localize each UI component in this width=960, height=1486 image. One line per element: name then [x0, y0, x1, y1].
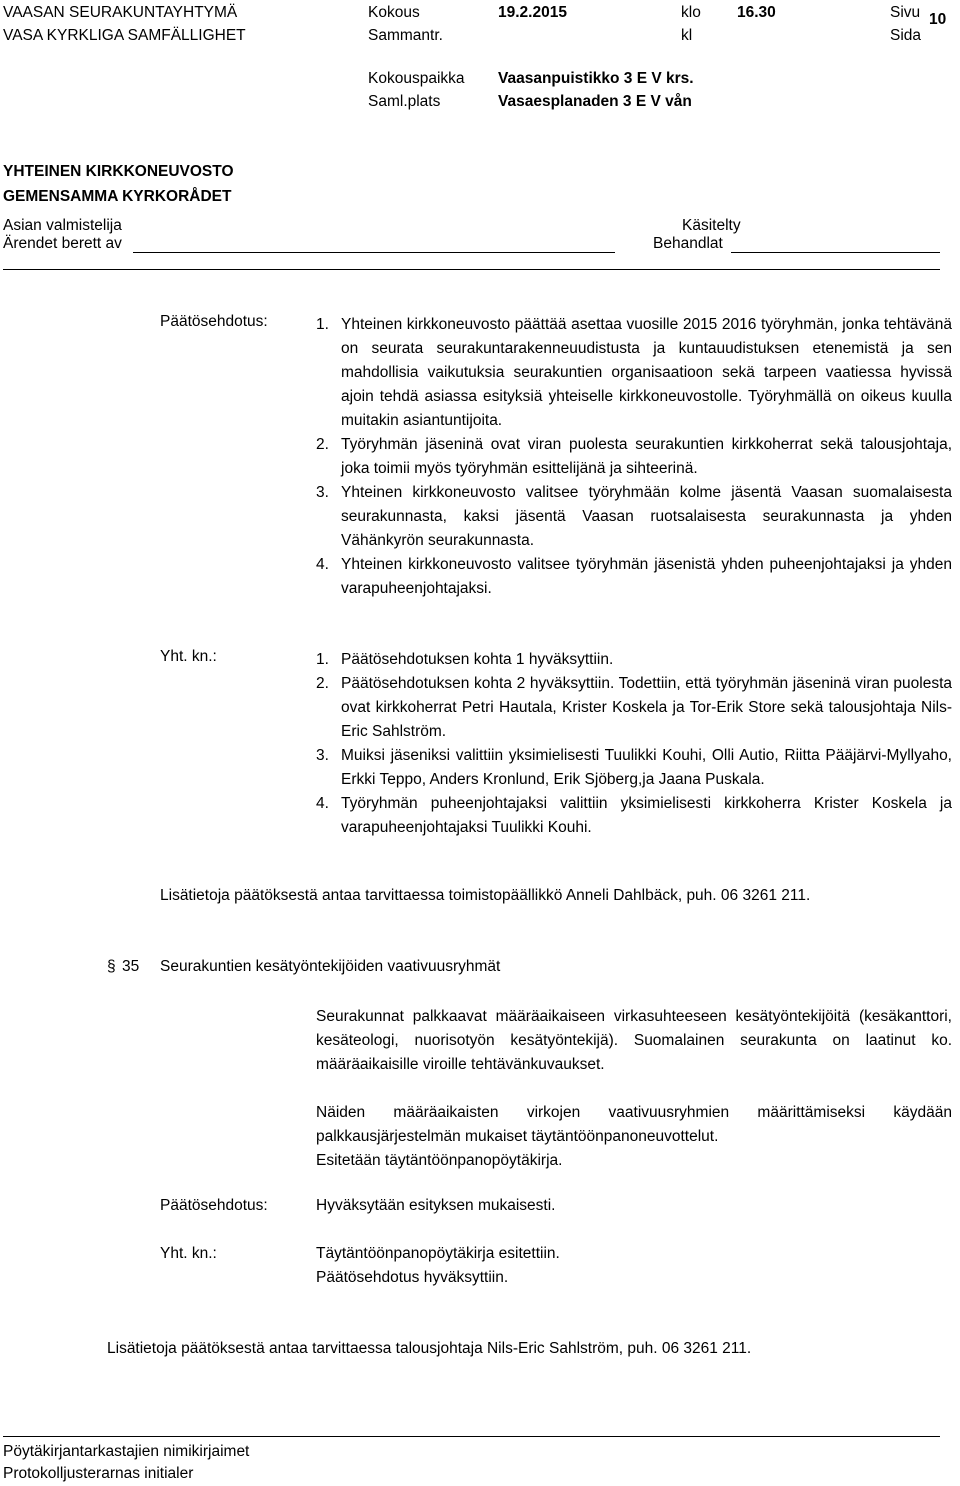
meeting-label-fi: Kokous	[368, 4, 420, 21]
proposal-item-number: 4.	[316, 556, 329, 573]
prepared-by-signature-line	[133, 252, 615, 253]
section2-info: Lisätietoja päätöksestä antaa tarvittaessa talousjohtaja Nils-Eric Sahlström, puh. 06 3261 211.	[107, 1340, 752, 1357]
section1-info: Lisätietoja päätöksestä antaa tarvittaessa toimistopäällikkö Anneli Dahlbäck, puh. 06 3261 211.	[160, 887, 811, 904]
handled-date-line	[731, 252, 940, 253]
section2-paragraph-1-text: Seurakunnat palkkaavat määräaikaiseen virkasuhteeseen kesätyöntekijöitä (kesäkanttori, kesäteologi, nuorisotyön kesätyöntekijä). Suomalainen seurakunta on laatinut ko. määräaikaisille viroille tehtävänkuvaukset.	[316, 1008, 952, 1073]
decision-label: Yht. kn.:	[160, 648, 217, 665]
org-name-sv: VASA KYRKLIGA SAMFÄLLIGHET	[3, 27, 246, 44]
council-name-sv: GEMENSAMMA KYRKORÅDET	[3, 188, 232, 205]
meeting-date: 19.2.2015	[498, 4, 567, 21]
handled-label-sv: Behandlat	[653, 235, 723, 252]
section2-decision-line-2: Päätösehdotus hyväksyttiin.	[316, 1269, 509, 1286]
footer-initials-fi: Pöytäkirjantarkastajien nimikirjaimet	[3, 1443, 250, 1460]
council-name-fi: YHTEINEN KIRKKONEUVOSTO	[3, 163, 234, 180]
place-fi: Vaasanpuistikko 3 E V krs.	[498, 70, 694, 87]
proposal-item-text: Yhteinen kirkkoneuvosto valitsee työryhmään kolme jäsentä Vaasan suomalaisesta seurakunnasta, kaksi jäsentä Vaasan ruotsalaisesta seurakunnasta ja yhden Vähänkyrön seurakunnasta.	[341, 484, 952, 549]
section2-paragraph-2-text: Näiden määräaikaisten virkojen vaativuusryhmien määrittämiseksi käydään palkkausjärjestelmän mukaiset täytäntöönpanoneuvottelut.	[316, 1104, 952, 1145]
handled-label-fi: Käsitelty	[682, 217, 741, 234]
time-label-fi: klo	[681, 4, 701, 21]
meeting-label-sv: Sammantr.	[368, 27, 443, 44]
section-number: 35	[122, 958, 140, 975]
decision-item-text: Muiksi jäseniksi valittiin yksimielisesti Tuulikki Kouhi, Olli Autio, Riitta Pääjärvi-Myllyaho, Erkki Teppo, Anders Kronlund, Erik Sjöberg,ja Jaana Puskala.	[341, 747, 952, 788]
section2-decision-line-1: Täytäntöönpanopöytäkirja esitettiin.	[316, 1245, 560, 1262]
header-divider	[3, 269, 940, 270]
page-label-sv: Sida	[890, 27, 922, 44]
prepared-by-label-sv: Ärendet berett av	[3, 235, 122, 252]
decision-item-number: 4.	[316, 795, 329, 812]
decision-list	[316, 648, 952, 840]
decision-item-number: 3.	[316, 747, 329, 764]
proposal-label: Päätösehdotus:	[160, 313, 268, 330]
proposal-item-number: 2.	[316, 436, 329, 453]
decision-item	[316, 672, 952, 744]
proposal-item	[316, 433, 952, 481]
proposal-item-number: 3.	[316, 484, 329, 501]
decision-item-text: Päätösehdotuksen kohta 1 hyväksyttiin.	[341, 651, 614, 668]
time-label-sv: kl	[681, 27, 693, 44]
page-label-fi: Sivu	[890, 4, 921, 21]
place-label-sv: Saml.plats	[368, 93, 441, 110]
meeting-time: 16.30	[737, 4, 776, 21]
section2-paragraph-1	[316, 1005, 952, 1077]
proposal-item-text: Yhteinen kirkkoneuvosto valitsee työryhmän jäsenistä yhden puheenjohtajaksi ja yhden varapuheenjohtajaksi.	[341, 556, 952, 597]
footer-initials-sv: Protokolljusterarnas initialer	[3, 1465, 194, 1482]
section2-proposal-text: Hyväksytään esityksen mukaisesti.	[316, 1197, 556, 1214]
section2-proposal-label: Päätösehdotus:	[160, 1197, 268, 1214]
proposal-item	[316, 313, 952, 433]
section2-decision-label: Yht. kn.:	[160, 1245, 217, 1262]
proposal-item-text: Yhteinen kirkkoneuvosto päättää asettaa vuosille 2015 2016 työryhmän, jonka tehtävänä on seurata seurakuntarakenneuudistusta ja kuntauudistuksen etenemistä ja sen mahdollisia vaikutuksia seurakuntien organisaatioon sekä tarpeen vaatiessa hyvissä ajoin tehdä asiassa esityksiä yhteiselle kirkkoneuvostolle. Työryhmällä on oikeus kuulla muitakin asiantuntijoita.	[341, 316, 952, 429]
section2-paragraph-2	[316, 1101, 952, 1173]
decision-item-text: Päätösehdotuksen kohta 2 hyväksyttiin. Todettiin, että työryhmän jäseninä viran puolesta ovat kirkkoherrat Petri Hautala, Krister Koskela ja Tor-Erik Store sekä talousjohtaja Nils-Eric Sahlström.	[341, 675, 952, 740]
place-sv: Vasaesplanaden 3 E V vån	[498, 93, 692, 110]
proposal-item-text: Työryhmän jäseninä ovat viran puolesta seurakuntien kirkkoherrat sekä talousjohtaja, joka toimii myös työryhmän esittelijänä ja sihteerinä.	[341, 436, 952, 477]
prepared-by-label-fi: Asian valmistelija	[3, 217, 122, 234]
decision-item-text: Työryhmän puheenjohtajaksi valittiin yksimielisesti kirkkoherra Krister Koskela ja varapuheenjohtajaksi Tuulikki Kouhi.	[341, 795, 952, 836]
decision-item-number: 1.	[316, 651, 329, 668]
proposal-item	[316, 553, 952, 601]
section-title: Seurakuntien kesätyöntekijöiden vaativuusryhmät	[160, 958, 501, 975]
decision-item	[316, 792, 952, 840]
footer-divider	[3, 1436, 940, 1437]
page-number: 10	[929, 11, 947, 28]
proposal-item-number: 1.	[316, 316, 329, 333]
decision-item-number: 2.	[316, 675, 329, 692]
org-name-fi: VAASAN SEURAKUNTAYHTYMÄ	[3, 4, 238, 21]
decision-item	[316, 648, 952, 672]
decision-item	[316, 744, 952, 792]
place-label-fi: Kokouspaikka	[368, 70, 465, 87]
proposal-item	[316, 481, 952, 553]
section-symbol: §	[107, 958, 116, 975]
proposal-list	[316, 313, 952, 601]
section2-paragraph-3-text: Esitetään täytäntöönpanopöytäkirja.	[316, 1152, 563, 1169]
